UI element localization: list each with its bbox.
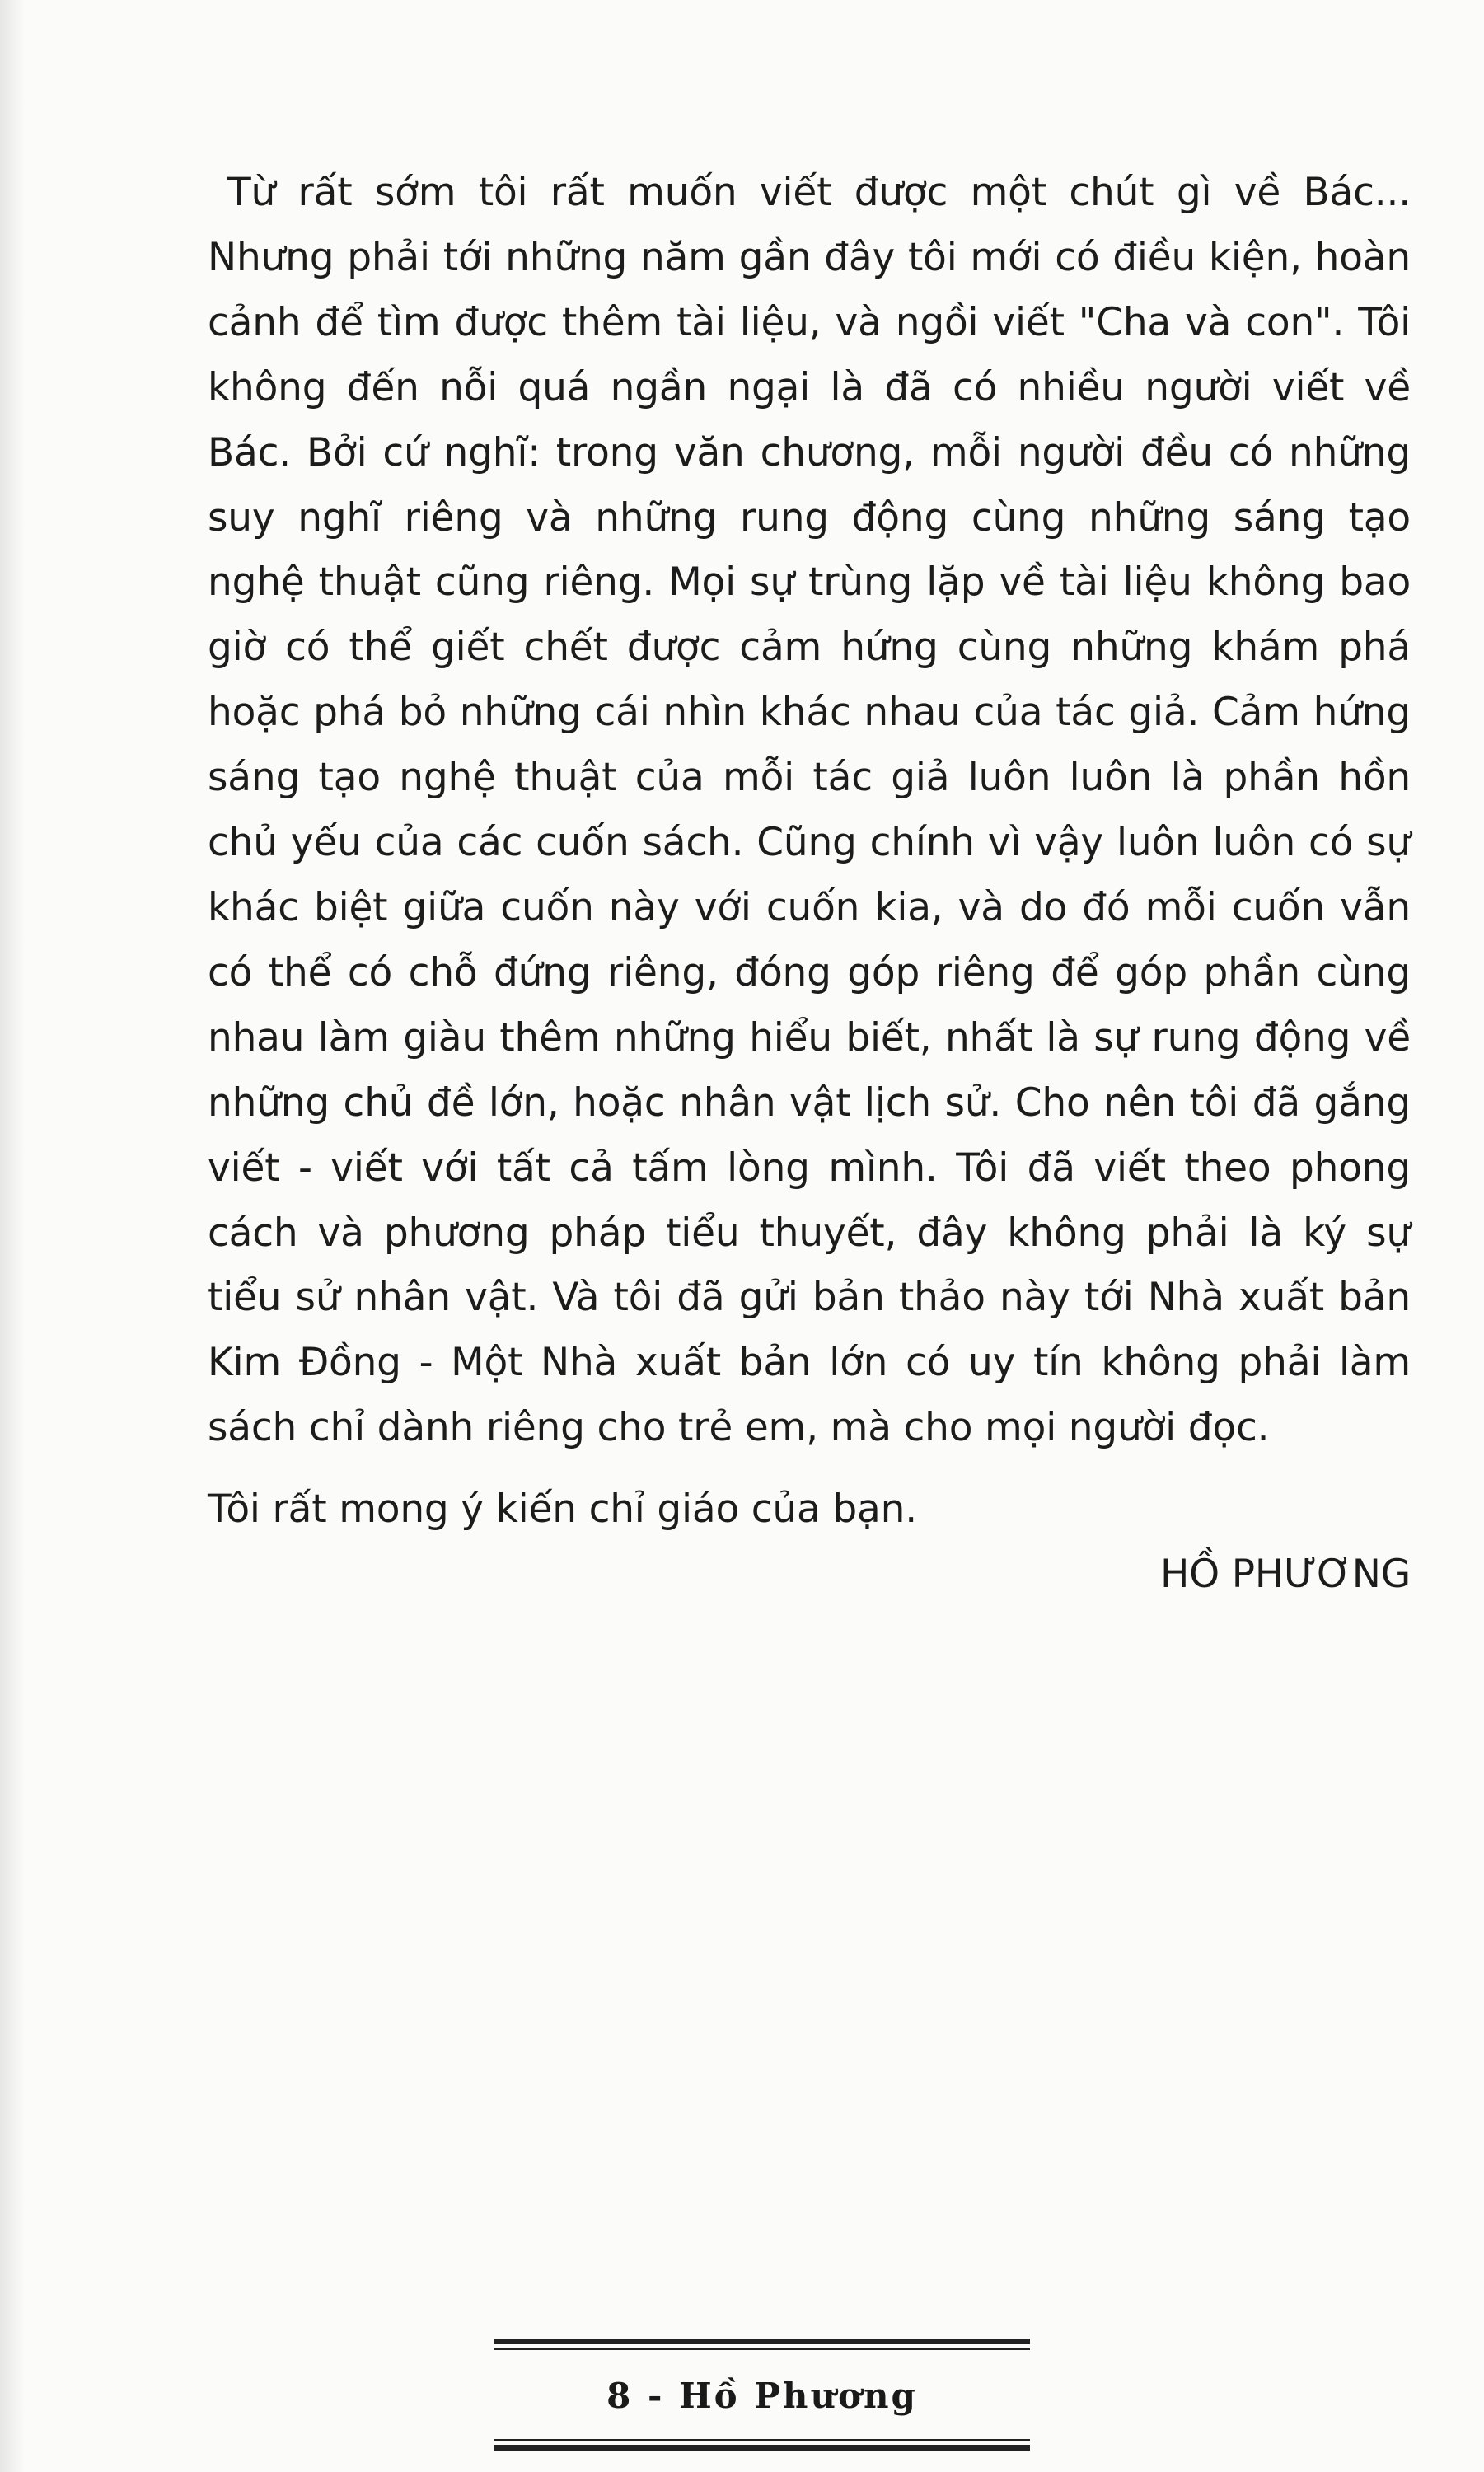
author-signature: HỒ PHƯƠNG [1160, 1552, 1411, 1598]
page-edge-shadow [0, 0, 25, 2472]
closing-line: Tôi rất mong ý kiến chỉ giáo của bạn. [208, 1486, 917, 1533]
body-paragraph: Từ rất sớm tôi rất muốn viết được một chút gì về Bác... Nhưng phải tới những năm gần đây tôi mới có điều kiện, hoàn cảnh để tìm được thêm tài liệu, và ngồi viết "Cha và con". Tôi không đến nỗi quá ngần ngại là đã có nhiều người viết về Bác. Bởi cứ nghĩ: trong văn chương, mỗi người đều có những suy nghĩ riêng và những rung động cùng những sáng tạo nghệ thuật cũng riêng. Mọi sự trùng lặp về tài liệu không bao giờ có thể giết chết được cảm hứng cùng những khám phá hoặc phá bỏ những cái nhìn khác nhau của tác giả. Cảm hứng sáng tạo nghệ thuật của mỗi tác giả luôn luôn là phần hồn chủ yếu của các cuốn sách. Cũng chính vì vậy luôn luôn có sự khác biệt giữa cuốn này với cuốn kia, và do đó mỗi cuốn vẫn có thể có chỗ đứng riêng, đóng góp riêng để góp phần cùng nhau làm giàu thêm những hiểu biết, nhất là sự rung động về những chủ đề lớn, hoặc nhân vật lịch sử. Cho nên tôi đã gắng viết - viết với tất cả tấm lòng mình. Tôi đã viết theo phong cách và phương pháp tiểu thuyết, đây không phải là ký sự tiểu sử nhân vật. Và tôi đã gửi bản thảo này tới Nhà xuất bản Kim Đồng - Một Nhà xuất bản lớn có uy tín không phải làm sách chỉ dành riêng cho trẻ em, mà cho mọi người đọc. [208, 170, 1411, 1451]
footer-rule-bottom-thick [494, 2445, 1030, 2451]
page-number-label: 8 - Hồ Phương [606, 2376, 918, 2416]
footer-rule-bottom-thin [494, 2439, 1030, 2441]
text-block [208, 161, 1411, 1608]
page-footer [494, 2339, 1030, 2451]
footer-rule-top-thick [494, 2339, 1030, 2344]
footer-rule-top-thin [494, 2348, 1030, 2350]
